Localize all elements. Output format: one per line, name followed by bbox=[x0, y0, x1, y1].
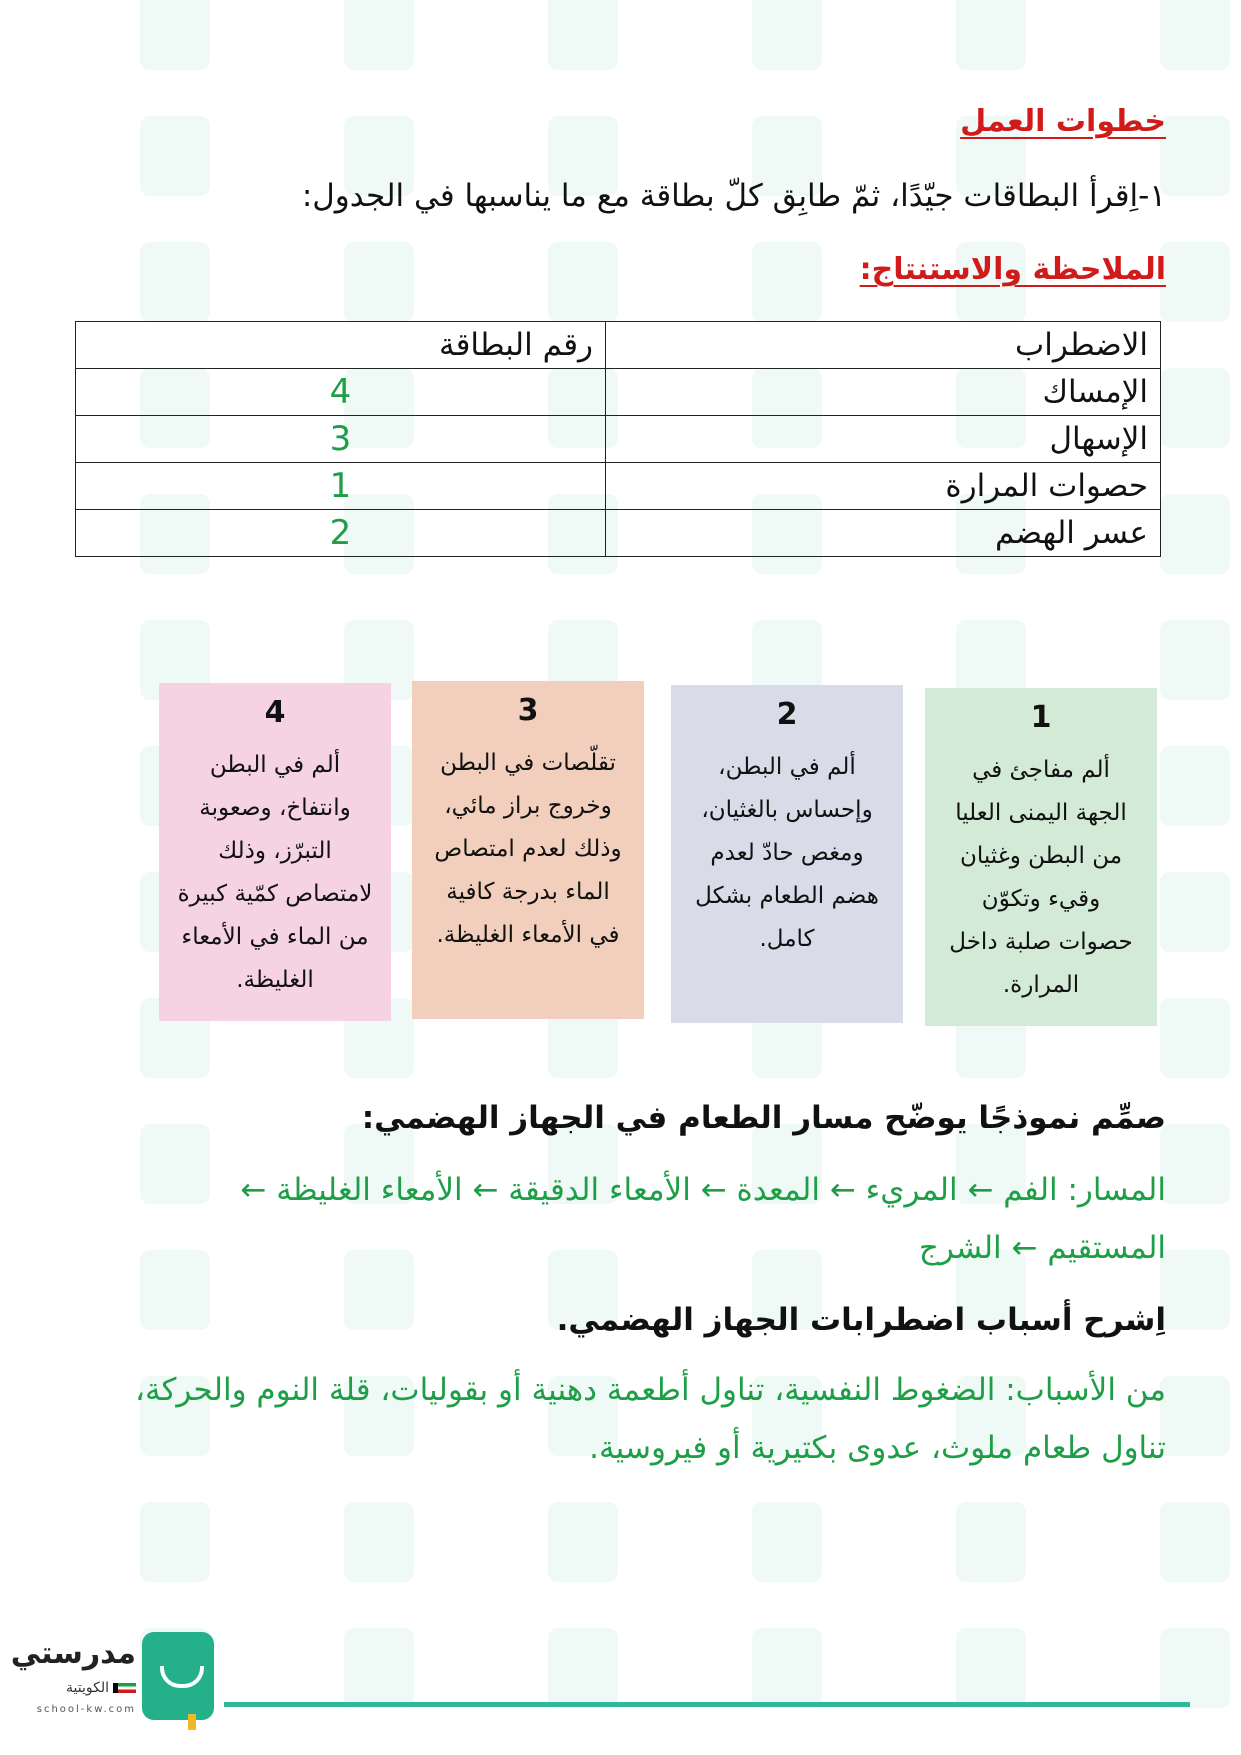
explain-question: اِشرح أسباب اضطرابات الجهاز الهضمي. bbox=[556, 1302, 1166, 1338]
card-text: ألم في البطن وانتفاخ، وصعوبة التبرّز، وذلك لامتصاص كمّية كبيرة من الماء في الأمعاء الغليظة. bbox=[177, 752, 373, 993]
watermark-badge-icon bbox=[1160, 1628, 1230, 1708]
symptom-card-3 bbox=[412, 681, 644, 1019]
logo-url: school-kw.com bbox=[36, 1704, 136, 1715]
table-row bbox=[76, 369, 1161, 416]
header-disorder: الاضطراب bbox=[606, 322, 1161, 369]
card-text: ألم في البطن، وإحساس بالغثيان، ومغص حادّ لعدم هضم الطعام بشكل كامل. bbox=[695, 754, 879, 952]
card-text: ألم مفاجئ في الجهة اليمنى العليا من البطن وغثيان وقيء وتكوّن حصوات صلبة داخل المرارة. bbox=[949, 757, 1133, 998]
path-answer-line-2: المستقيم ← الشرج bbox=[918, 1230, 1166, 1266]
watermark-badge-icon bbox=[1160, 242, 1230, 322]
watermark-badge-icon bbox=[956, 1628, 1026, 1708]
card-number-cell: 1 bbox=[76, 463, 606, 510]
card-number-cell: 2 bbox=[76, 510, 606, 557]
site-logo bbox=[10, 1632, 214, 1732]
disorder-cell: الإمساك bbox=[606, 369, 1161, 416]
watermark-tile bbox=[224, 1250, 424, 1360]
disorder-table bbox=[75, 321, 1161, 557]
watermark-tile bbox=[632, 1502, 832, 1612]
card-number: 3 bbox=[517, 693, 539, 728]
watermark-badge-icon bbox=[752, 1502, 822, 1582]
watermark-badge-icon bbox=[140, 1124, 210, 1204]
watermark-tile bbox=[20, 1250, 220, 1360]
watermark-tile bbox=[428, 0, 628, 100]
footer-divider bbox=[224, 1702, 1190, 1707]
watermark-badge-icon bbox=[140, 1502, 210, 1582]
steps-heading: خطوات العمل bbox=[960, 104, 1166, 139]
watermark-tile bbox=[224, 1502, 424, 1612]
watermark-tile bbox=[20, 1124, 220, 1234]
watermark-badge-icon bbox=[548, 1628, 618, 1708]
card-text: تقلّصات في البطن وخروج براز مائي، وذلك لعدم امتصاص الماء بدرجة كافية في الأمعاء الغليظة. bbox=[434, 750, 622, 948]
table-row bbox=[76, 463, 1161, 510]
watermark-badge-icon bbox=[344, 1502, 414, 1582]
watermark-badge-icon bbox=[548, 1502, 618, 1582]
watermark-badge-icon bbox=[1160, 1502, 1230, 1582]
watermark-badge-icon bbox=[1160, 1124, 1230, 1204]
watermark-tile bbox=[20, 116, 220, 226]
watermark-tile bbox=[428, 1502, 628, 1612]
watermark-badge-icon bbox=[1160, 746, 1230, 826]
watermark-tile bbox=[1040, 0, 1240, 100]
watermark-tile bbox=[20, 1502, 220, 1612]
watermark-badge-icon bbox=[140, 242, 210, 322]
disorder-cell: حصوات المرارة bbox=[606, 463, 1161, 510]
watermark-badge-icon bbox=[140, 116, 210, 196]
watermark-tile bbox=[632, 1628, 832, 1738]
watermark-badge-icon bbox=[1160, 620, 1230, 700]
watermark-badge-icon bbox=[1160, 494, 1230, 574]
watermark-badge-icon bbox=[1160, 0, 1230, 70]
card-number-cell: 3 bbox=[76, 416, 606, 463]
watermark-badge-icon bbox=[956, 0, 1026, 70]
disorder-cell: الإسهال bbox=[606, 416, 1161, 463]
watermark-badge-icon bbox=[344, 1250, 414, 1330]
observation-heading: الملاحظة والاستنتاج: bbox=[859, 252, 1166, 287]
header-card-number: رقم البطاقة bbox=[76, 322, 606, 369]
table-row bbox=[76, 416, 1161, 463]
watermark-badge-icon bbox=[140, 1250, 210, 1330]
watermark-tile bbox=[632, 0, 832, 100]
watermark-tile bbox=[836, 1628, 1036, 1738]
path-answer-line-1: المسار: الفم ← المريء ← المعدة ← الأمعاء الدقيقة ← الأمعاء الغليظة ← bbox=[240, 1172, 1166, 1208]
symptom-card-1 bbox=[925, 688, 1157, 1026]
design-question: صمِّم نموذجًا يوضّح مسار الطعام في الجهاز الهضمي: bbox=[361, 1100, 1166, 1136]
watermark-badge-icon bbox=[1160, 1250, 1230, 1330]
watermark-tile bbox=[1040, 1502, 1240, 1612]
logo-name: مدرستي bbox=[10, 1636, 136, 1671]
watermark-badge-icon bbox=[1160, 116, 1230, 196]
watermark-tile bbox=[836, 1502, 1036, 1612]
kuwait-flag-icon bbox=[113, 1683, 136, 1693]
watermark-tile bbox=[836, 0, 1036, 100]
causes-answer-line-2: تناول طعام ملوث، عدوى بكتيرية أو فيروسية. bbox=[589, 1430, 1166, 1466]
disorder-cell: عسر الهضم bbox=[606, 510, 1161, 557]
card-number: 2 bbox=[776, 697, 798, 732]
watermark-tile bbox=[1040, 1628, 1240, 1738]
watermark-badge-icon bbox=[1160, 1376, 1230, 1456]
watermark-badge-icon bbox=[344, 242, 414, 322]
watermark-tile bbox=[20, 0, 220, 100]
watermark-badge-icon bbox=[956, 1502, 1026, 1582]
watermark-badge-icon bbox=[140, 0, 210, 70]
watermark-badge-icon bbox=[752, 0, 822, 70]
card-number: 4 bbox=[264, 695, 286, 730]
watermark-tile bbox=[224, 1628, 424, 1738]
watermark-badge-icon bbox=[344, 0, 414, 70]
table-header-row bbox=[76, 322, 1161, 369]
watermark-badge-icon bbox=[548, 242, 618, 322]
watermark-badge-icon bbox=[752, 242, 822, 322]
card-number-cell: 4 bbox=[76, 369, 606, 416]
watermark-badge-icon bbox=[1160, 872, 1230, 952]
watermark-badge-icon bbox=[1160, 998, 1230, 1078]
causes-answer-line-1: من الأسباب: الضغوط النفسية، تناول أطعمة دهنية أو بقوليات، قلة النوم والحركة، bbox=[135, 1372, 1166, 1408]
card-number: 1 bbox=[1030, 700, 1052, 735]
watermark-badge-icon bbox=[548, 0, 618, 70]
symptom-card-4 bbox=[159, 683, 391, 1021]
logo-subtitle-row bbox=[24, 1680, 136, 1696]
symptom-card-2 bbox=[671, 685, 903, 1023]
watermark-badge-icon bbox=[1160, 368, 1230, 448]
logo-subtitle: الكويتية bbox=[66, 1680, 109, 1696]
watermark-badge-icon bbox=[344, 1628, 414, 1708]
watermark-tile bbox=[224, 0, 424, 100]
watermark-tile bbox=[428, 1628, 628, 1738]
logo-bookmark-icon bbox=[188, 1714, 196, 1730]
watermark-badge-icon bbox=[752, 1628, 822, 1708]
table-row bbox=[76, 510, 1161, 557]
instruction-text: ١-اِقرأ البطاقات جيّدًا، ثمّ طابِق كلّ بطاقة مع ما يناسبها في الجدول: bbox=[301, 178, 1166, 214]
